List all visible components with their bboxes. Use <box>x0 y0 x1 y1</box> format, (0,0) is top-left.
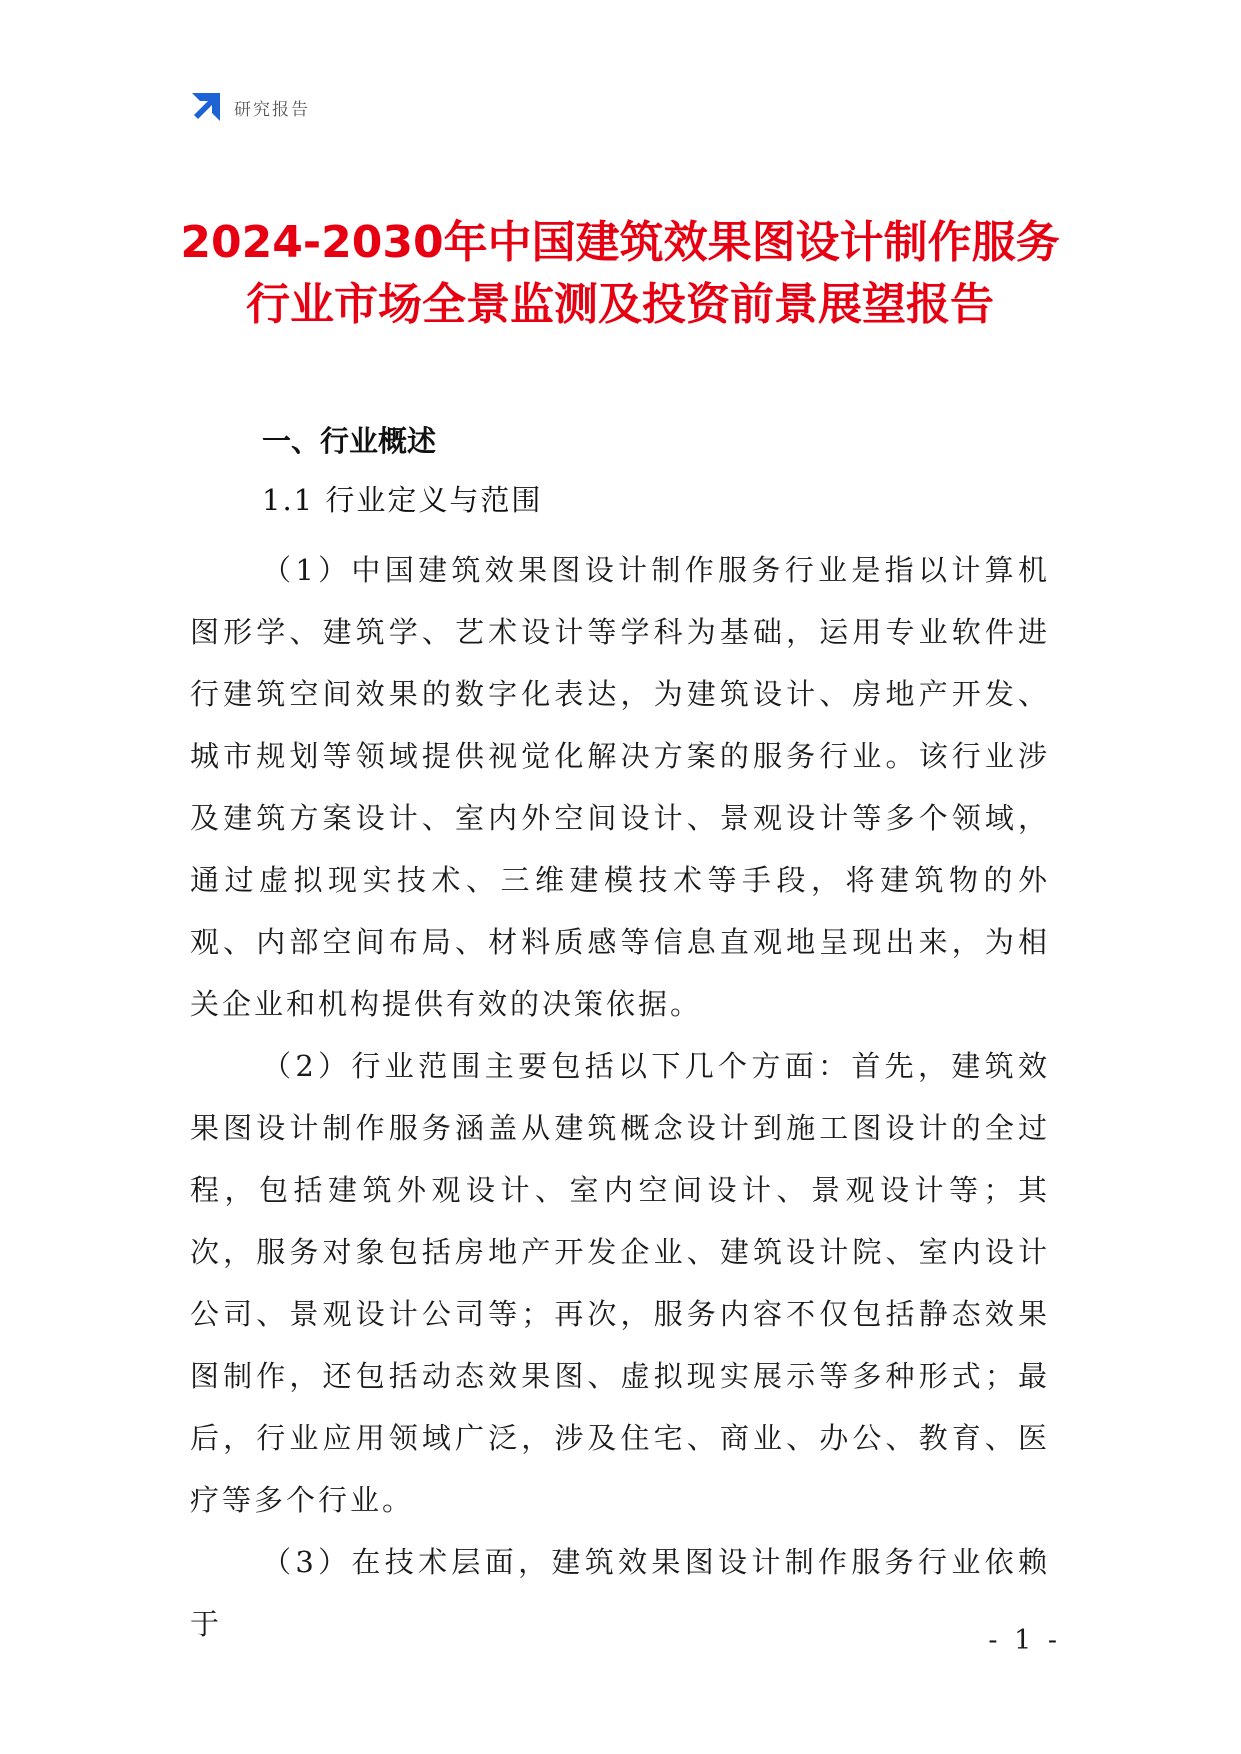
report-header <box>190 90 310 124</box>
arrow-up-right-icon <box>190 91 222 123</box>
title-line-1: 2024-2030年中国建筑效果图设计制作服务 <box>180 217 1060 268</box>
paragraph-2: （2）行业范围主要包括以下几个方面：首先，建筑效果图设计制作服务涵盖从建筑概念设计到施工图设计的全过程，包括建筑外观设计、室内空间设计、景观设计等；其次，服务对象包括房地产开发企业、建筑设计院、室内设计公司、景观设计公司等；再次，服务内容不仅包括静态效果图制作，还包括动态效果图、虚拟现实展示等多种形式；最后，行业应用领域广泛，涉及住宅、商业、办公、教育、医疗等多个行业。 <box>190 1049 1050 1517</box>
paragraph-3: （3）在技术层面，建筑效果图设计制作服务行业依赖于 <box>190 1545 1050 1641</box>
header-label: 研究报告 <box>234 99 310 120</box>
title-line-2: 行业市场全景监测及投资前景展望报告 <box>246 279 994 330</box>
page-number: - 1 - <box>988 1625 1061 1656</box>
paragraph-1: （1）中国建筑效果图设计制作服务行业是指以计算机图形学、建筑学、艺术设计等学科为基础，运用专业软件进行建筑空间效果的数字化表达，为建筑设计、房地产开发、城市规划等领域提供视觉化解决方案的服务行业。该行业涉及建筑方案设计、室内外空间设计、景观设计等多个领域，通过虚拟现实技术、三维建模技术等手段，将建筑物的外观、内部空间布局、材料质感等信息直观地呈现出来，为相关企业和机构提供有效的决策依据。 <box>190 553 1050 1021</box>
report-title <box>150 212 1090 336</box>
body-text <box>190 539 1050 1655</box>
sub-heading: 1.1 行业定义与范围 <box>262 483 543 517</box>
section-heading: 一、行业概述 <box>262 424 437 458</box>
